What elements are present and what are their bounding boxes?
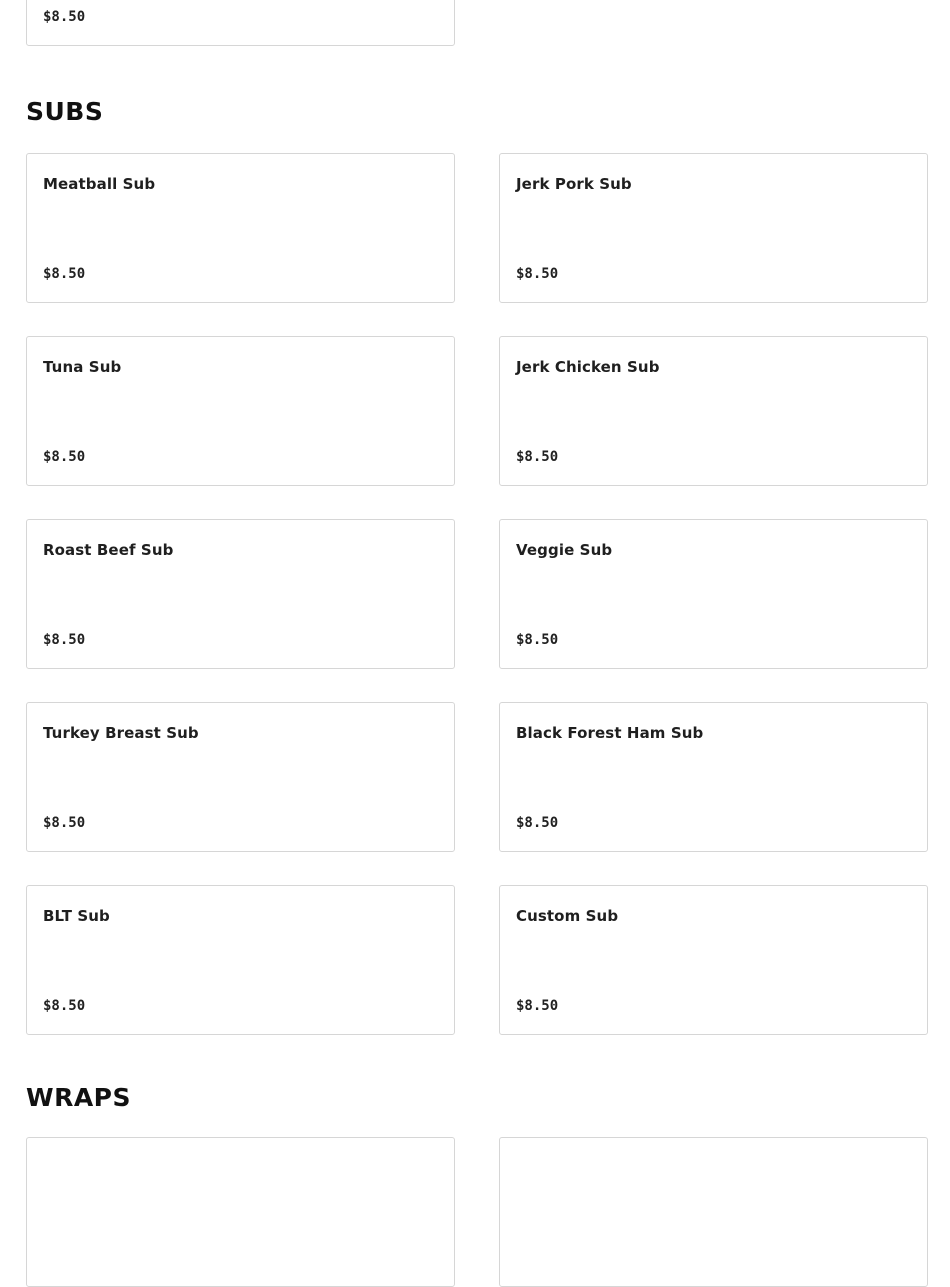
menu-item-price: $8.50 [516,449,559,465]
menu-item-price: $8.50 [516,632,559,648]
menu-item-card[interactable] [26,519,455,669]
menu-item-card[interactable] [26,0,455,46]
wraps-grid [26,1137,928,1287]
menu-item-name: Turkey Breast Sub [43,724,199,742]
menu-item-name: Tuna Sub [43,358,122,376]
menu-item-price: $8.50 [516,815,559,831]
menu-item-name: BLT Sub [43,907,110,925]
menu-item-card[interactable] [499,336,928,486]
empty-slot [499,0,928,46]
menu-item-card[interactable] [26,702,455,852]
menu-item-name: Meatball Sub [43,175,156,193]
menu-item-card[interactable] [26,153,455,303]
menu-page [26,0,928,1287]
menu-item-price: $8.50 [516,998,559,1014]
menu-item-name: Jerk Pork Sub [516,175,632,193]
menu-item-card[interactable] [499,153,928,303]
menu-item-name: Black Forest Ham Sub [516,724,704,742]
menu-item-name: Veggie Sub [516,541,613,559]
menu-item-price: $8.50 [43,815,86,831]
subs-grid [26,153,928,1035]
menu-item-name: Roast Beef Sub [43,541,174,559]
menu-item-card[interactable] [499,885,928,1035]
menu-item-card[interactable] [26,1137,455,1287]
menu-item-card[interactable] [499,519,928,669]
menu-item-name: Jerk Chicken Sub [516,358,660,376]
menu-item-price: $8.50 [43,266,86,282]
menu-item-card[interactable] [499,1137,928,1287]
menu-item-price: $8.50 [43,632,86,648]
menu-item-price: $8.50 [43,449,86,465]
previous-section-grid [26,0,928,46]
menu-item-name: Custom Sub [516,907,619,925]
menu-item-price: $8.50 [516,266,559,282]
menu-item-card[interactable] [26,336,455,486]
menu-item-card[interactable] [499,702,928,852]
section-title-subs: SUBS [26,97,104,126]
menu-item-price: $8.50 [43,998,86,1014]
menu-item-price: $8.50 [43,9,86,25]
section-title-wraps: WRAPS [26,1083,132,1112]
menu-item-card[interactable] [26,885,455,1035]
